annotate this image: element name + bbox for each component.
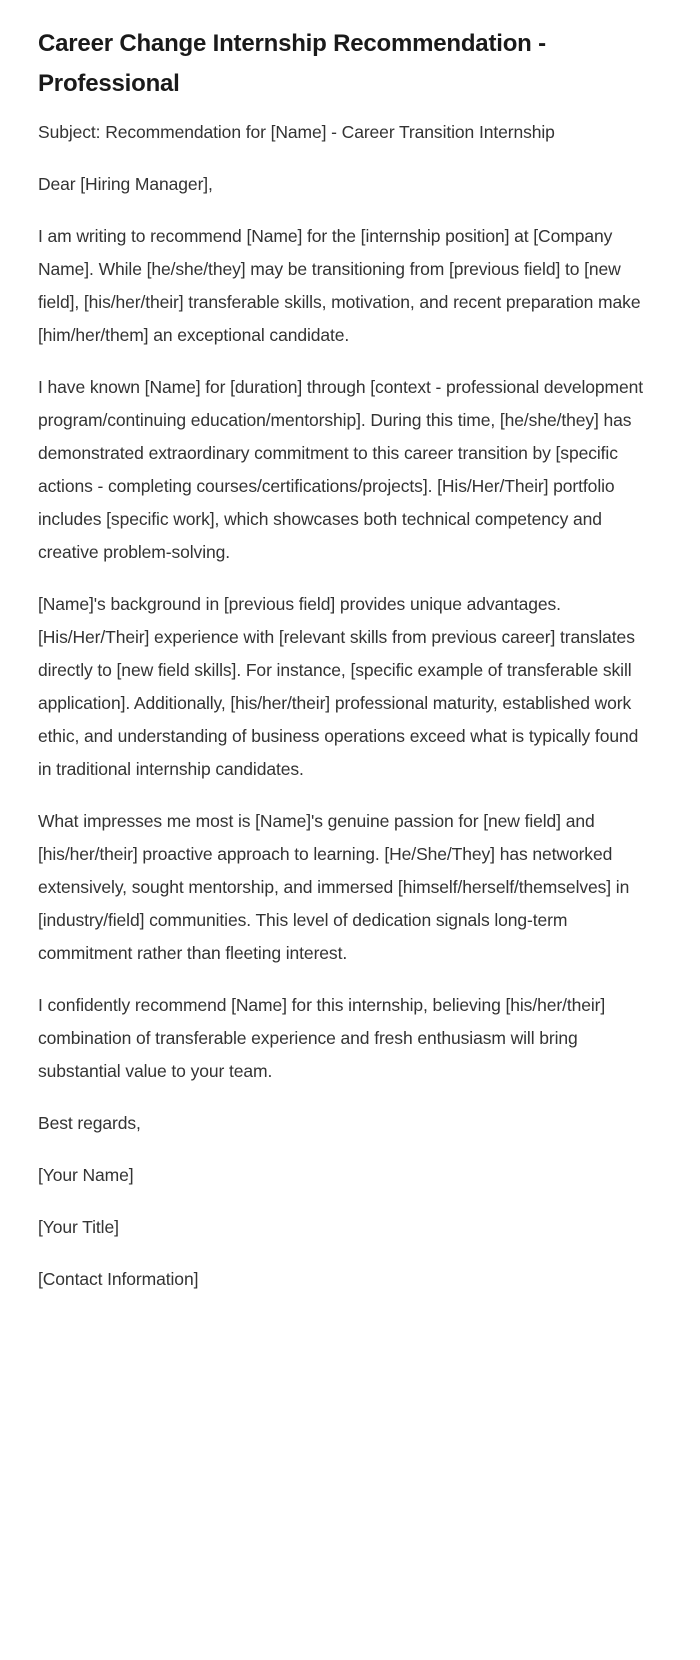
body-paragraph-introduction: I am writing to recommend [Name] for the [internship position] at [Company Name]. While [he/she/they] may be transitioning from [previous field] to [new field], [his/her/their] transferable skills, motivation, and recent preparation make [him/her/them] an exceptional candidate. — [38, 226, 641, 345]
page-title: Career Change Internship Recommendation - Professional — [38, 30, 546, 97]
letter-content — [38, 24, 650, 1296]
subject-line: Subject: Recommendation for [Name] - Career Transition Internship — [38, 122, 555, 142]
salutation: Dear [Hiring Manager], — [38, 174, 213, 194]
body-paragraph-passion: What impresses me most is [Name]'s genuine passion for [new field] and [his/her/their] proactive approach to learning. [He/She/They] has networked extensively, sought mentorship, and immersed [himself/herself/themselves] in [industry/field] communities. This level of dedication signals long-term commitment rather than fleeting interest. — [38, 811, 630, 963]
body-paragraph-recommendation: I confidently recommend [Name] for this internship, believing [his/her/their] combination of transferable experience and fresh enthusiasm will bring substantial value to your team. — [38, 995, 606, 1081]
body-paragraph-context: I have known [Name] for [duration] through [context - professional development program/continuing education/mentorship]. During this time, [he/she/they] has demonstrated extraordinary commitment to this career transition by [specific actions - completing courses/certifications/projects]. [His/Her/Their] portfolio includes [specific work], which showcases both technical competency and creative problem-solving. — [38, 377, 644, 562]
signature-contact: [Contact Information] — [38, 1269, 199, 1289]
closing: Best regards, — [38, 1113, 141, 1133]
signature-name: [Your Name] — [38, 1165, 134, 1185]
body-paragraph-background: [Name]'s background in [previous field] provides unique advantages. [His/Her/Their] experience with [relevant skills from previous career] translates directly to [new field skills]. For instance, [specific example of transferable skill application]. Additionally, [his/her/their] professional maturity, established work ethic, and understanding of business operations exceed what is typically found in traditional internship candidates. — [38, 594, 639, 779]
signature-title: [Your Title] — [38, 1217, 119, 1237]
